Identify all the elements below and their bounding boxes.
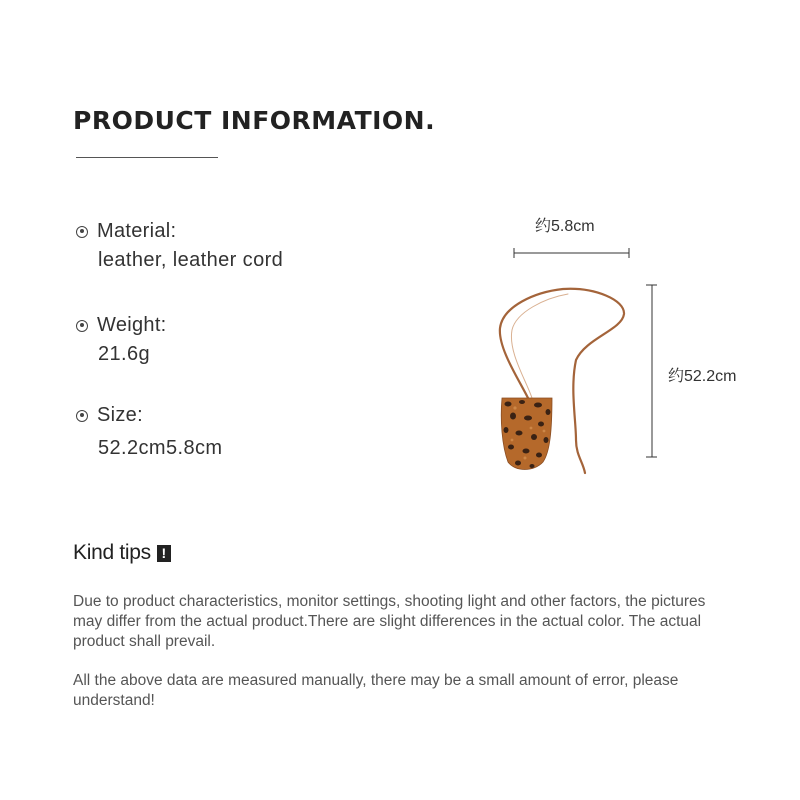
kind-tips-note: All the above data are measured manually, there may be a small amount of error, please understand! xyxy=(73,672,679,709)
bullet-icon xyxy=(76,226,88,238)
height-dimension-line xyxy=(646,285,657,457)
kind-tips-title: Kind tips xyxy=(73,541,151,564)
spec-value: 52.2cm5.8cm xyxy=(98,437,223,459)
product-photo xyxy=(495,289,624,477)
bullet-icon xyxy=(76,320,88,332)
title-underline xyxy=(76,157,218,158)
bullet-icon xyxy=(76,410,88,422)
leather-cord xyxy=(500,289,624,473)
width-dimension-line xyxy=(514,248,629,258)
spec-material xyxy=(76,220,283,272)
kind-tips-note: Due to product characteristics, monitor settings, shooting light and other factors, the pictures may differ from the actual product.There are slight differences in the actual color. The actual product shall prevail. xyxy=(73,593,706,650)
kind-tips-heading xyxy=(73,541,171,565)
spec-label: Weight: xyxy=(97,314,167,336)
spec-label: Size: xyxy=(97,404,143,426)
spec-size xyxy=(76,404,222,460)
width-dimension-label: 约5.8cm xyxy=(535,218,595,235)
spec-value: 21.6g xyxy=(98,343,151,365)
leopard-pouch xyxy=(495,392,560,477)
spec-label: Material: xyxy=(97,220,177,242)
page-title: PRODUCT INFORMATION. xyxy=(73,106,436,135)
exclamation-icon: ! xyxy=(157,545,171,562)
height-dimension-label: 约52.2cm xyxy=(668,368,737,385)
spec-value: leather, leather cord xyxy=(98,249,284,271)
leather-cord-inner xyxy=(511,294,568,398)
spec-weight xyxy=(76,314,167,366)
